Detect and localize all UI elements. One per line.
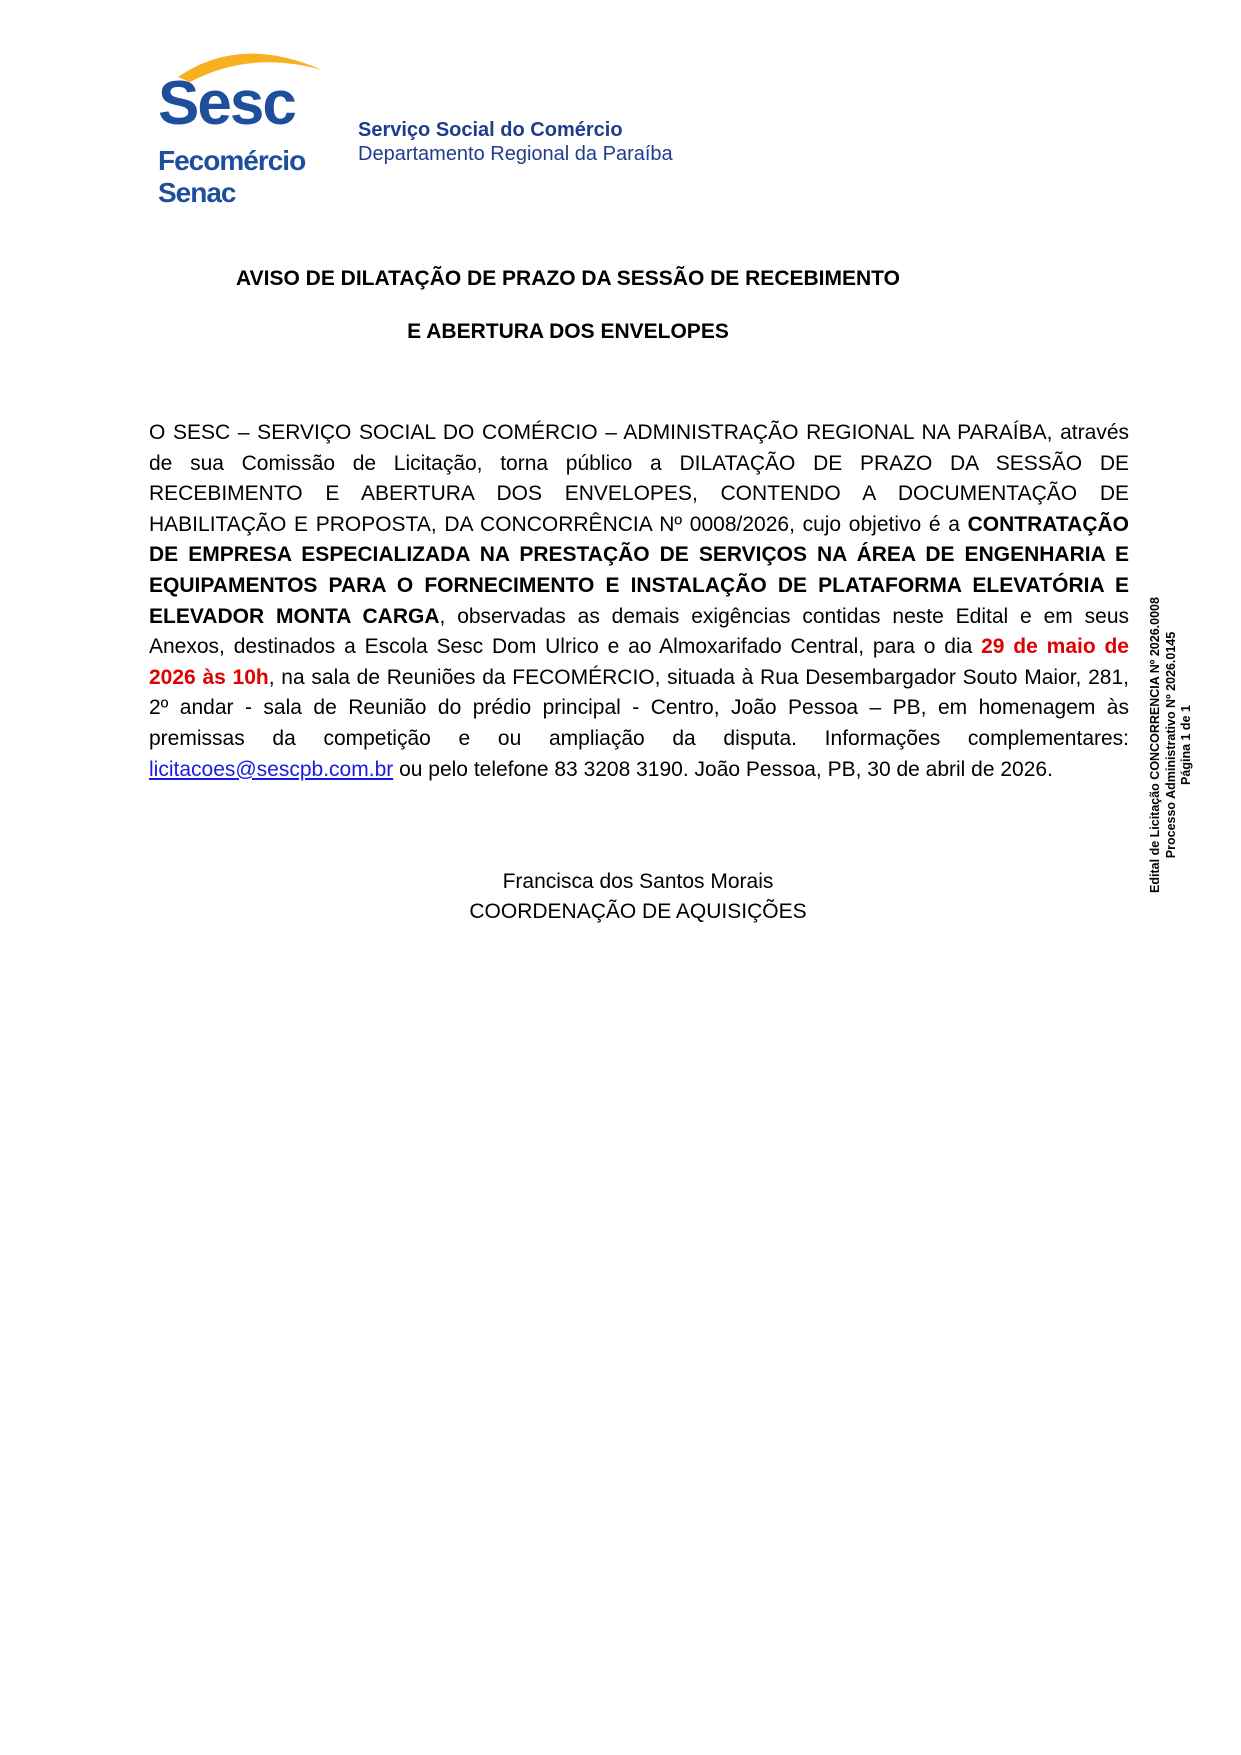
signatory-name: Francisca dos Santos Morais <box>502 870 774 893</box>
signatory-role: COORDENAÇÃO DE AQUISIÇÕES <box>469 900 807 923</box>
org-header <box>358 118 673 166</box>
body-part-3: , na sala de Reuniões da FECOMÉRCIO, situada à Rua Desembargador Souto Maior, 281, 2º andar - sala de Reunião do prédio principal - Centro, João Pessoa – PB, em homenagem às premissas da competição e ou ampliação da disputa. Informações complementares: <box>149 665 1129 750</box>
body-part-2: , observadas as demais exigências contidas neste Edital e em seus Anexos, destinados a Escola Sesc Dom Ulrico e ao Almoxarifado Central, para o dia <box>149 604 1129 659</box>
logo-senac-text: Senac <box>158 177 236 208</box>
logo-fecomercio-text: Fecomércio <box>158 145 306 176</box>
side-stamp <box>1147 585 1195 905</box>
notice-title-line1: AVISO DE DILATAÇÃO DE PRAZO DA SESSÃO DE RECEBIMENTO <box>236 267 900 290</box>
stamp-line-3: Página 1 de 1 <box>1178 705 1193 785</box>
body-object-bold: CONTRATAÇÃO DE EMPRESA ESPECIALIZADA NA PRESTAÇÃO DE SERVIÇOS NA ÁREA DE ENGENHARIA E EQUIPAMENTOS PARA O FORNECIMENTO E INSTALAÇÃO DE PLATAFORMA ELEVATÓRIA E ELEVADOR MONTA CARGA <box>149 512 1129 628</box>
stamp-line-1: Edital de Licitação CONCORRENCIA Nº 2026.0008 <box>1147 597 1162 893</box>
body-part-1: O SESC – SERVIÇO SOCIAL DO COMÉRCIO – ADMINISTRAÇÃO REGIONAL NA PARAÍBA, através de sua Comissão de Licitação, torna público a DILATAÇÃO DE PRAZO DA SESSÃO DE RECEBIMENTO E ABERTURA DOS ENVELOPES, CONTENDO A DOCUMENTAÇÃO DE HABILITAÇÃO E PROPOSTA, DA CONCORRÊNCIA Nº 0008/2026, cujo objetivo é a <box>149 421 1129 536</box>
notice-body <box>149 418 1129 785</box>
org-name: Serviço Social do Comércio <box>358 119 623 141</box>
logo-graphic <box>150 42 340 212</box>
stamp-line-2: Processo Administrativo Nº 2026.0145 <box>1163 631 1178 859</box>
body-part-4: ou pelo telefone 83 3208 3190. João Pessoa, PB, 30 de abril de 2026. <box>393 757 1053 781</box>
logo-sesc-text: Sesc <box>158 69 295 138</box>
sesc-fecomercio-senac-logo <box>150 42 340 212</box>
org-department: Departamento Regional da Paraíba <box>358 143 673 165</box>
session-date-highlight: 29 de maio de 2026 às 10h <box>149 635 1129 689</box>
side-stamp-text <box>1148 597 1195 893</box>
notice-title-line2: E ABERTURA DOS ENVELOPES <box>407 320 729 343</box>
contact-email-link[interactable]: licitacoes@sescpb.com.br <box>149 757 394 781</box>
